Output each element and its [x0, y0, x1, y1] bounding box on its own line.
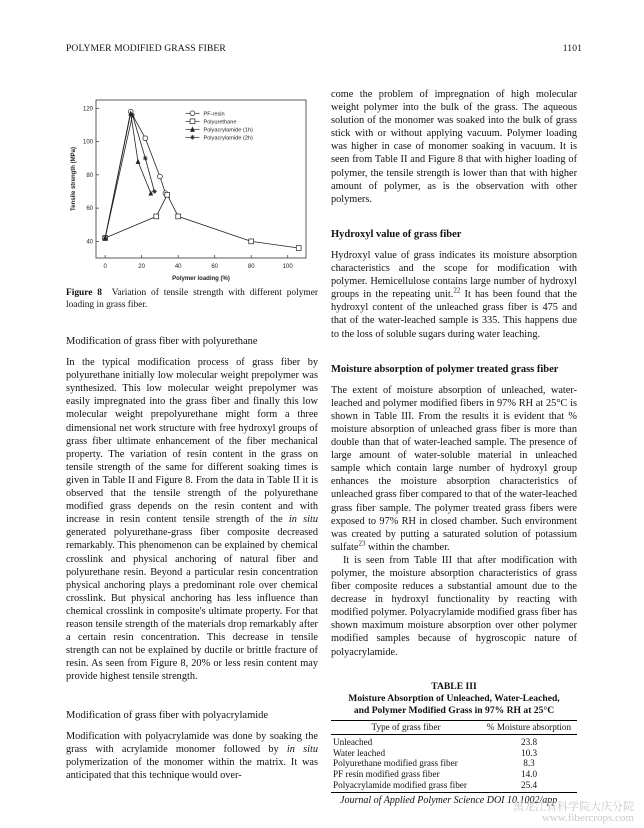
data-point	[176, 214, 181, 219]
data-point	[165, 192, 170, 197]
paragraph-table-discussion: It is seen from Table III that after modification with polymer, the moisture absorption characteristics of grass fiber composite reduces a substantial amount due to the decrease in hydroxyl functionality by reacting with modified polymer. Polyacrylamide modified grass fiber has shown maximum moisture absorption over other polymer modified samples because of hygroscopic nature of polyacrylamide.	[331, 554, 577, 658]
legend-marker	[190, 119, 195, 124]
table-label: TABLE III	[431, 680, 477, 692]
data-point	[158, 174, 163, 179]
legend-label: Polyacrylamide (2h)	[203, 135, 253, 142]
paragraph-moisture	[331, 384, 577, 554]
table-row	[331, 748, 577, 759]
paragraph-text: In the typical modification process of grass fiber by polyurethane initially low molecular weight prepolymer was synthesized. This low molecular weight prepolymer was easily impregnated into the grass fiber and finally this low molecular weight prepolyurethane might form a three dimensional net work structure with free hydroxyl groups of grass fiber ultimate enhancement of the fiber mechanical property. The variation of resin content in the grass on tensile strength of the same for different soaking times is given in Table II and Figure 8. From the data in Table II it is observed that the tensile strength of the polyurethane modified grass depends on the resin content and with increase in resin content tensile strength of the	[66, 357, 318, 526]
section-heading-moisture: Moisture absorption of polymer treated grass fiber	[331, 363, 559, 375]
data-point	[143, 136, 148, 141]
table-row	[331, 735, 577, 748]
y-tick-label: 80	[86, 172, 93, 179]
x-tick-label: 100	[282, 264, 293, 270]
italic-term: in situ	[286, 743, 318, 755]
data-point	[103, 236, 108, 241]
col-header-moisture: % Moisture absorption	[486, 721, 572, 732]
table-body	[331, 735, 577, 793]
paragraph-text: It has been found that the hydroxyl content of the unleached grass fiber is 475 and that of the water-leached sample is 335. This happens due to the loss of soluble sugars during water leaching.	[331, 289, 577, 340]
paragraph-text: generated polyurethane-grass fiber composite decreased remarkably. This phenomenon can be explained by chemical crosslink and physical anchoring of natural fiber and polyurethane resin. Beyond a particular resin concentration physical anchoring plays a predominant role over chemical crosslink. But physical anchoring has less influence than chemical crosslink in composite's ultimate property. For that reason tensile strength of the materials drop remarkably after a certain resin concentration. This decrease in tensile strength can not be explained by ductile or brittle fracture of resin. As seen from Figure 8, 20% or less resin content may provide highest tensile strength.	[66, 527, 318, 683]
series-line	[105, 115, 154, 238]
series-line	[105, 195, 299, 248]
data-point	[130, 113, 135, 118]
legend-marker	[190, 111, 195, 116]
col-header-type: Type of grass fiber	[371, 721, 441, 732]
page-number: 1101	[562, 43, 582, 54]
watermark-line2: www.fibercrops.com	[541, 812, 634, 824]
x-tick-label: 60	[211, 264, 219, 270]
cell-type: PF resin modified grass fiber	[333, 769, 440, 780]
table-title-line2: and Polymer Modified Grass in 97% RH at 25°C	[353, 704, 555, 716]
journal-footer: Journal of Applied Polymer Science DOI 10.1002/app	[340, 795, 558, 806]
table-row	[331, 769, 577, 780]
legend-label: Polyurethane	[203, 119, 237, 126]
cell-moisture: 10.3	[520, 747, 538, 758]
paragraph-text: Modification with polyacrylamide was done by soaking the grass with acrylamide monomer followed by	[66, 730, 318, 755]
plot-frame	[96, 100, 306, 258]
figure-caption	[66, 287, 318, 311]
data-point	[249, 239, 254, 244]
x-axis-label: Polymer loading (%)	[172, 276, 230, 282]
paragraph-hydroxyl	[331, 249, 577, 341]
y-tick-label: 120	[82, 106, 93, 113]
legend-marker	[190, 135, 195, 140]
cell-moisture: 23.8	[520, 737, 538, 748]
x-tick-label: 80	[247, 264, 255, 270]
watermark-line1: 黑龙江省科学院大庆分院	[513, 801, 634, 813]
cell-moisture: 14.0	[520, 769, 538, 780]
left-column	[66, 287, 318, 782]
paragraph-polyacrylamide	[66, 730, 318, 782]
section-heading-polyacrylamide: Modification of grass fiber with polyacrylamide	[66, 710, 269, 722]
y-tick-label: 60	[86, 206, 93, 213]
y-tick-label: 40	[86, 239, 93, 246]
paragraph-polyurethane	[66, 356, 318, 683]
data-point	[154, 214, 159, 219]
table-title-line1: Moisture Absorption of Unleached, Water-Leached,	[348, 692, 560, 704]
paragraph-continued: come the problem of impregnation of high molecular weight polymer into the bulk of the grass. The aqueous solution of the monomer was soaked into the bulk of grass stick with or without applying vacuum. Polymer loading was higher in case of monomer soaking in vacuum. It is seen from Table II and Figure 8 that with higher loading of polymer, the tensile strength is lower than that with higher amount of polymer, as is the observation with other polymers.	[331, 89, 577, 205]
moisture-table	[331, 720, 577, 794]
legend-label: Polyacrylamide (1h)	[203, 127, 253, 134]
paragraph-text: within the chamber.	[365, 541, 450, 553]
figure-caption-text: Variation of tensile strength with different polymer loading in grass fiber.	[66, 288, 318, 310]
paragraph-text: Hydroxyl value of grass indicates its moisture absorption characteristics and the scope for modification with polymer. Hemicellulose contains large number of hydroxyl groups in the repeating unit.	[331, 249, 577, 301]
section-heading-hydroxyl: Hydroxyl value of grass fiber	[331, 228, 462, 240]
data-point	[143, 156, 148, 161]
cell-moisture: 25.4	[520, 779, 538, 790]
x-tick-label: 40	[174, 264, 182, 270]
cell-type: Polyacrylamide modified grass fiber	[333, 779, 467, 790]
data-point	[152, 189, 157, 194]
data-point	[148, 190, 153, 195]
table-row	[331, 758, 577, 769]
table-block	[331, 681, 577, 794]
data-point	[296, 246, 301, 251]
right-column	[331, 88, 577, 793]
paragraph-text: polymerization of the monomer within the matrix. It was anticipated that this technique would over-	[66, 756, 318, 781]
italic-term: in situ	[288, 514, 318, 526]
running-title: POLYMER MODIFIED GRASS FIBER	[66, 43, 226, 54]
table-row	[331, 780, 577, 793]
figure-caption-label: Figure 8	[66, 288, 102, 298]
x-tick-label: 20	[138, 264, 145, 270]
legend-label: PF-resin	[203, 111, 225, 118]
cell-moisture: 8.3	[523, 758, 535, 769]
cell-type: Water leached	[333, 747, 386, 758]
paragraph-text: The extent of moisture absorption of unleached, water-leached and polymer modified fibers in 97% RH at 25°C is shown in Table III. From the results it is evident that % moisture absorption of unleached grass fiber is more than double than that of water-leached sample. The presence of large amount of water-soluble material in unleached sample which contain large number of hydroxyl group enhances the moisture absorption characteristics of unleached grass fiber compared to that of the water-leached grass fiber sample. The polymer treated grass fibers were exposed to 97% RH in closed chamber. Such environment was created by putting a saturated solution of potassium sulfate	[331, 384, 577, 553]
citation-ref: 22	[453, 286, 461, 295]
tensile-strength-chart	[66, 96, 320, 282]
series-line	[105, 113, 151, 238]
cell-type: Unleached	[333, 737, 373, 748]
table-header-row	[331, 720, 577, 735]
data-point	[136, 159, 141, 164]
citation-ref: 23	[358, 539, 366, 548]
section-heading-polyurethane: Modification of grass fiber with polyurethane	[66, 336, 258, 347]
y-axis-label: Tensile strength (MPa)	[71, 147, 77, 211]
cell-type: Polyurethane modified grass fiber	[333, 758, 458, 769]
y-tick-label: 100	[82, 139, 93, 146]
x-tick-label: 0	[103, 264, 107, 270]
